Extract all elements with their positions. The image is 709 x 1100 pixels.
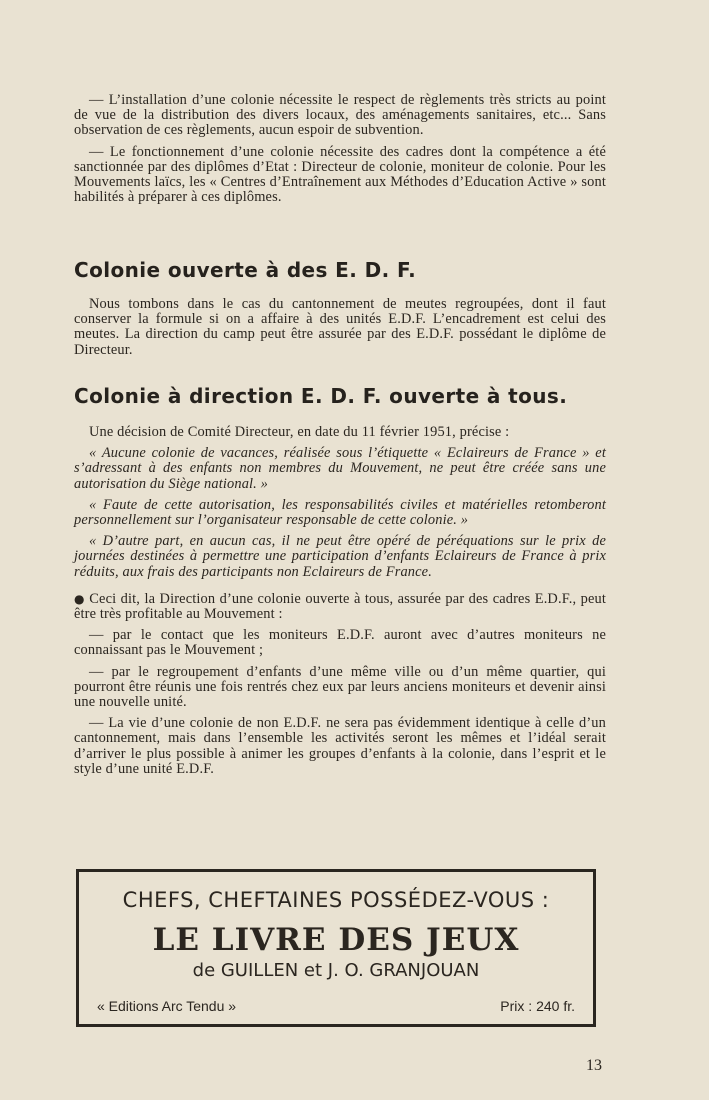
advert-publisher: « Editions Arc Tendu »: [97, 998, 237, 1014]
bullet-paragraph: [74, 592, 606, 622]
section-heading-open-to-edf: Colonie ouverte à des E. D. F.: [74, 258, 417, 282]
intro-paragraph-2: — Le fonctionnement d’une colonie nécessite des cadres dont la compétence a été sanctionnée par des diplômes d’Etat : Directeur de colonie, moniteur de colonie. Pour les Mouvements laïcs, les « Centres d’Entraînement aux Méthodes d’Education Active » sont habilités à préparer à ces diplômes.: [74, 143, 606, 206]
advert-price: Prix : 240 fr.: [500, 998, 575, 1014]
quote-paragraph-3: « D’autre part, en aucun cas, il ne peut être opéré de péréquations sur le prix de journées destinées à permettre une participation d’enfants Eclaireurs de France à prix réduits, aux frais des participants non Eclaireurs de France.: [74, 533, 606, 580]
advert-headline: CHEFS, CHEFTAINES POSSÉDEZ-VOUS :: [122, 888, 550, 912]
page-number: 13: [586, 1057, 602, 1074]
section-open-to-all: [74, 425, 606, 777]
quote-paragraph-2: « Faute de cette autorisation, les responsabilités civiles et matérielles retomberont personnellement sur l’organisateur responsable de cette colonie. »: [74, 496, 606, 529]
point-paragraph-2: — par le regroupement d’enfants d’une même ville ou d’un même quartier, qui pourront être réunis une fois rentrés chez eux par leurs anciens moniteurs et devenir ainsi une nouvelle unité.: [74, 663, 606, 711]
book-advertisement: [76, 869, 596, 1027]
intro-paragraph-1: — L’installation d’une colonie nécessite le respect de règlements très stricts au point de vue de la distribution des divers locaux, des aménagements sanitaires, etc... Sans observation de ces règlements, aucun espoir de subvention.: [74, 92, 606, 139]
section-heading-open-to-all: Colonie à direction E. D. F. ouverte à tous.: [74, 384, 568, 408]
advert-authors: de GUILLEN et J. O. GRANJOUAN: [192, 960, 480, 981]
bullet-icon: ●: [74, 591, 86, 606]
section-open-to-edf: [74, 297, 606, 358]
decision-paragraph: Une décision de Comité Directeur, en date du 11 février 1951, précise :: [89, 424, 510, 440]
intro-block: [74, 93, 606, 205]
quote-paragraph-1: « Aucune colonie de vacances, réalisée sous l’étiquette « Eclaireurs de France » et s’adressant à des enfants non membres du Mouvement, ne peut être créée sans une autorisation du Siège national. »: [74, 445, 606, 492]
point-paragraph-1: — par le contact que les moniteurs E.D.F. auront avec d’autres moniteurs ne connaissant pas le Mouvement ;: [74, 627, 606, 659]
bullet-text: Ceci dit, la Direction d’une colonie ouverte à tous, assurée par des cadres E.D.F., peut être très profitable au Mouvement :: [74, 590, 607, 623]
section1-paragraph: Nous tombons dans le cas du cantonnement de meutes regroupées, dont il faut conserver la formule si on a affaire à des unités E.D.F. L’encadrement est celui des meutes. La direction du camp peut être assurée par des E.D.F. possédant le diplôme de Directeur.: [74, 296, 606, 358]
point-paragraph-3: — La vie d’une colonie de non E.D.F. ne sera pas évidemment identique à celle d’un cantonnement, mais dans l’ensemble les activités seront les mêmes et l’idéal serait d’arriver le plus possible à animer les groupes d’enfants à la colonie, dans l’esprit et le style d’une unité E.D.F.: [74, 715, 606, 777]
advert-book-title: LE LIVRE DES JEUX: [152, 922, 520, 958]
